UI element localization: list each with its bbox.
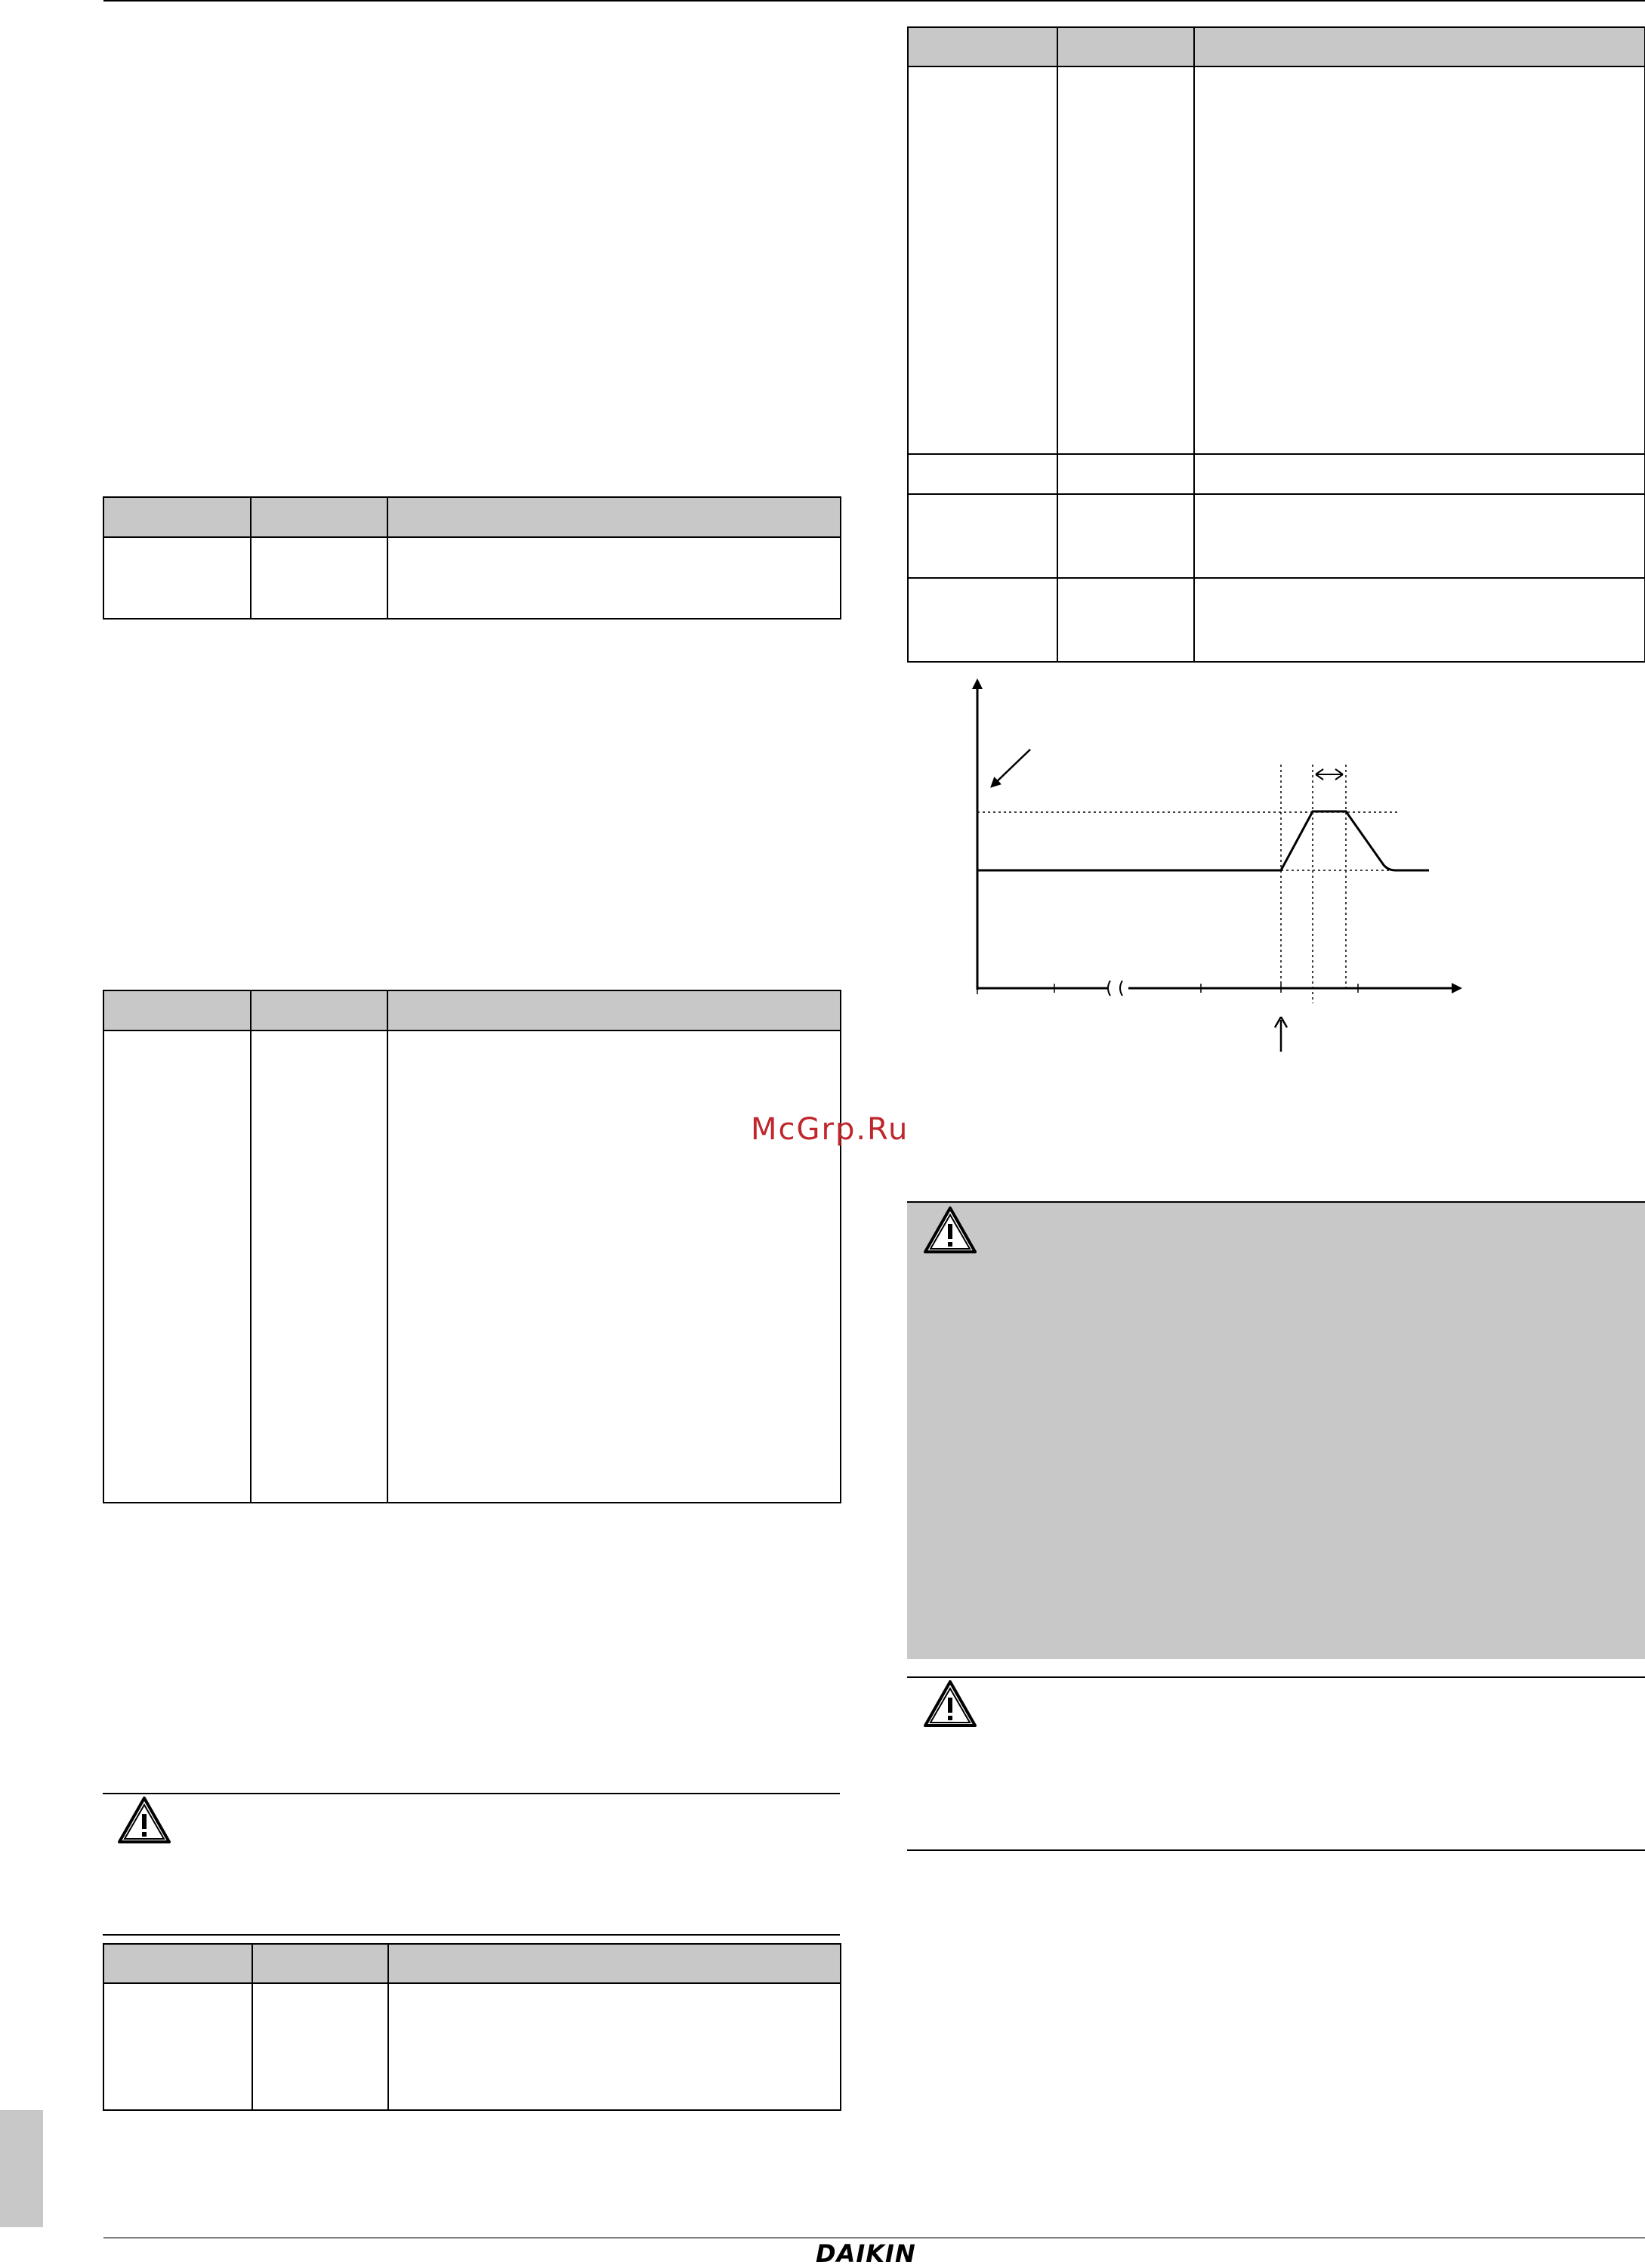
right-table <box>907 26 1645 663</box>
arrow-up-icon <box>1275 1017 1287 1052</box>
caution-bottom-rule <box>103 1934 840 1936</box>
left-table-1 <box>103 496 841 620</box>
table-header-row <box>103 990 841 1030</box>
warning-triangle-icon <box>923 1679 977 1728</box>
table-row <box>908 578 1645 662</box>
footer-rule <box>103 2237 1645 2239</box>
table-row <box>103 1983 841 2110</box>
timing-diagram <box>952 672 1473 1065</box>
table-row <box>103 537 841 619</box>
signal-curve <box>977 811 1429 870</box>
table-header-row <box>103 1944 841 1983</box>
caution-bottom-rule <box>907 1849 1645 1851</box>
caution-top-rule <box>907 1676 1645 1678</box>
header-rule <box>103 0 1645 2</box>
left-table-3 <box>103 1943 841 2111</box>
table-row <box>908 494 1645 578</box>
table-row <box>908 454 1645 494</box>
side-tab <box>0 2110 43 2227</box>
warning-triangle-icon <box>923 1206 977 1254</box>
watermark: McGrp.Ru <box>751 1112 909 1147</box>
caution-top-rule <box>103 1793 840 1794</box>
left-table-2 <box>103 990 841 1503</box>
brand-logo: DAIKIN <box>816 2239 916 2268</box>
table-header-row <box>103 497 841 537</box>
table-row <box>908 66 1645 454</box>
warning-box <box>907 1203 1645 1659</box>
pointer-line <box>992 749 1030 786</box>
table-row <box>103 1030 841 1503</box>
table-header-row <box>908 27 1645 66</box>
warning-triangle-icon <box>117 1796 171 1844</box>
